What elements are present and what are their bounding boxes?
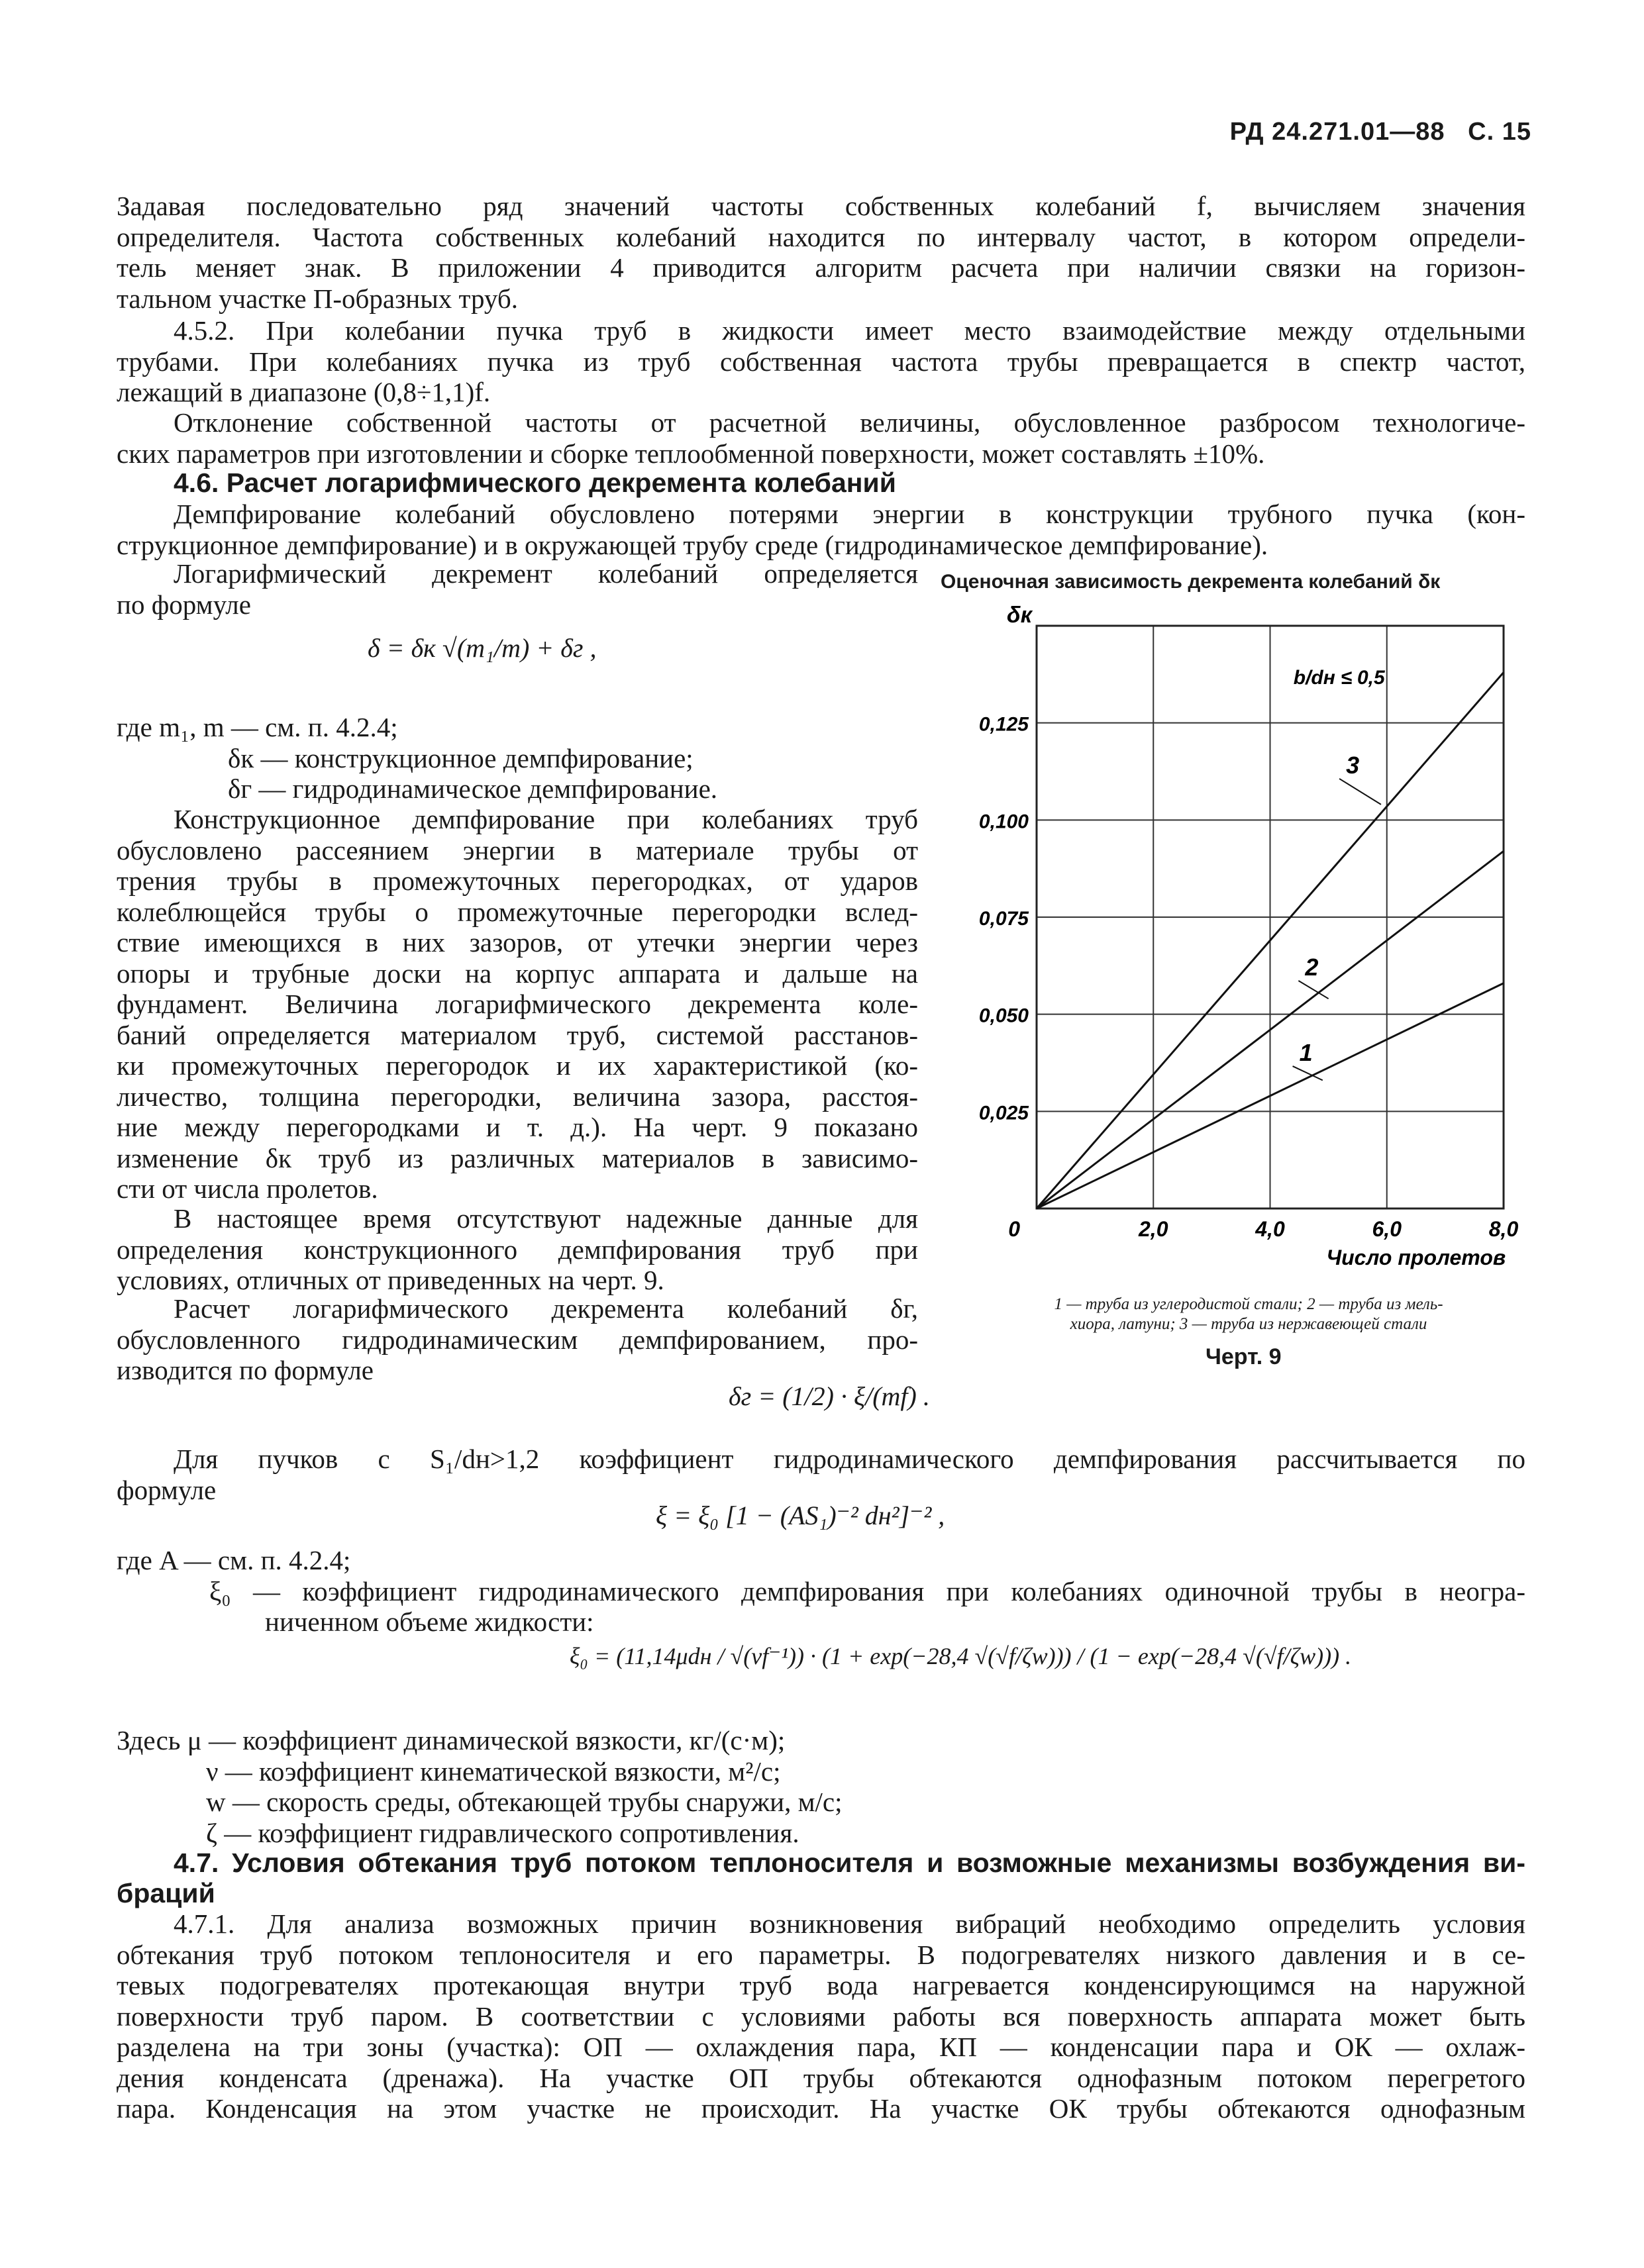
text-line: где A — см. п. 4.2.4; <box>117 1545 351 1575</box>
y-tick-label: 0,025 <box>978 1102 1029 1124</box>
series-label-3: 3 <box>1346 751 1360 779</box>
text-line: определителя. Частота собственных колебаний находится по интервалу частот, в котором определи- <box>117 221 1525 252</box>
heading-line: браций <box>117 1878 215 1908</box>
formula-damping-coefficient: ξ = ξ₀ [1 − (AS₁)⁻² dн²]⁻² , <box>656 1501 945 1530</box>
text-line: тевых подогревателях протекающая внутри труб вода нагревается конденсирующимся на наружной <box>117 1970 1525 2000</box>
text-line: сти от числа пролетов. <box>117 1173 378 1204</box>
text-line: разделена на три зоны (участка): ОП — охлаждения пара, КП — конденсации пара и ОК — охлаж- <box>117 2032 1525 2062</box>
text-line: Здесь μ — коэффициент динамической вязкости, кг/(с·м); <box>117 1725 786 1755</box>
text-line: Задавая последовательно ряд значений частоты собственных колебаний f, вычисляем значения <box>117 191 1525 221</box>
paragraph-10 <box>117 1908 1525 2124</box>
text-line: обтекания труб потоком теплоносителя и его параметры. В подогревателях низкого давления и в се- <box>117 1939 1525 1970</box>
paragraph-4 <box>117 499 1525 560</box>
y-tick-label: 0,075 <box>978 908 1029 930</box>
x-axis-label: Число пролетов <box>1326 1246 1506 1269</box>
document-code: РД 24.271.01—88 <box>1229 118 1445 146</box>
text-line: Логарифмический декремент колебаний определяется <box>174 558 918 589</box>
x-tick-label: 2,0 <box>1139 1217 1168 1241</box>
text-line: личество, толщина перегородки, величина зазора, расстоя- <box>117 1081 918 1112</box>
chart-caption <box>957 1295 1540 1334</box>
text-line: лежащий в диапазоне (0,8÷1,1)f. <box>117 377 491 407</box>
text-line: условиях, отличных от приведенных на черт. 9. <box>117 1265 664 1295</box>
x-tick-label: 0 <box>1008 1217 1020 1241</box>
text-line: ки промежуточных перегородок и их характеристикой (ко- <box>117 1050 918 1081</box>
section-heading-4-7 <box>117 1848 1525 1908</box>
text-line: колеблющейся трубы о промежуточные перегородки вслед- <box>117 896 918 927</box>
text-line: формуле <box>117 1474 217 1505</box>
page-number: С. 15 <box>1468 118 1531 146</box>
text-line: тель меняет знак. В приложении 4 приводится алгоритм расчета при наличии связки на горизон- <box>117 252 1525 283</box>
paragraph-6 <box>117 804 918 1205</box>
x-tick-label: 4,0 <box>1255 1217 1285 1241</box>
paragraph-1 <box>117 191 1525 314</box>
text-line: Отклонение собственной частоты от расчетной величины, обусловленное разбросом технологиче- <box>174 407 1525 438</box>
y-tick-label: 0,125 <box>978 713 1029 736</box>
text-line: тальном участке П-образных труб. <box>117 283 518 314</box>
chart-annotation: b/dн ≤ 0,5 <box>1293 667 1385 689</box>
text-line: Конструкционное демпфирование при колебаниях труб <box>174 804 918 834</box>
chart-title: Оценочная зависимость декремента колебаний δк <box>941 571 1441 593</box>
caption-line: хиора, латуни; 3 — труба из нержавеющей стали <box>1070 1315 1427 1333</box>
text-line: Для пучков с S₁/dн>1,2 коэффициент гидродинамического демпфирования рассчитывается по <box>174 1444 1525 1474</box>
text-line: поверхности труб паром. В соответствии с условиями работы вся поверхность аппарата может быть <box>117 2000 1525 2032</box>
formula-log-decrement: δ = δк √(m₁/m) + δг , <box>368 633 597 663</box>
formula-hydrodynamic-decrement: δг = (1/2) · ξ/(mf) . <box>729 1381 930 1411</box>
paragraph-9 <box>117 1444 1525 1505</box>
series-label-2: 2 <box>1305 954 1319 981</box>
paragraph-3 <box>117 407 1525 469</box>
text-line: пара. Конденсация на этом участке не происходит. На участке ОК трубы обтекаются однофазным <box>117 2093 1525 2124</box>
paragraph-7 <box>117 1203 918 1296</box>
text-line: ствие имеющихся в них зазоров, от утечки энергии через <box>117 927 918 958</box>
section-heading-4-6: 4.6. Расчет логарифмического декремента колебаний <box>174 468 896 498</box>
series-leader-3 <box>1339 779 1381 805</box>
text-line: обусловлено рассеянием энергии в материале трубы от <box>117 834 918 865</box>
text-line: ние между перегородками и т. д.). На черт. 9 показано <box>117 1112 918 1142</box>
text-line: w — скорость среды, обтекающей трубы снаружи, м/с; <box>206 1787 843 1817</box>
text-line: изводится по формуле <box>117 1355 374 1385</box>
y-axis-label: δк <box>1007 603 1032 628</box>
chart-labels <box>979 603 1519 1269</box>
formula-single-tube-damping: ξ₀ = (11,14μdн / √(νf⁻¹)) · (1 + exp(−28,4 √(√f/ζw))) / (1 − exp(−28,4 √(√f/ζw))) . <box>570 1643 1352 1669</box>
text-line: Расчет логарифмического декремента колебаний δг, <box>174 1293 918 1324</box>
text-line: фундамент. Величина логарифмического декремента коле- <box>117 989 918 1019</box>
paragraph-8 <box>117 1293 918 1386</box>
text-line: изменение δк труб из различных материалов в зависимо- <box>117 1142 918 1173</box>
where-list-2 <box>117 1545 1525 1638</box>
text-line: ских параметров при изготовлении и сборке теплообменной поверхности, может составлять ±10%. <box>117 438 1265 469</box>
text-line: Демпфирование колебаний обусловлено потерями энергии в конструкции трубного пучка (кон- <box>174 499 1525 529</box>
text-line: ζ — коэффициент гидравлического сопротивления. <box>206 1817 799 1848</box>
text-line: δк — конструкционное демпфирование; <box>228 742 694 773</box>
text-line: трубами. При колебаниях пучка из труб собственная частота трубы превращается в спектр частот, <box>117 346 1525 377</box>
text-line: трения трубы в промежуточных перегородках, от ударов <box>117 865 918 896</box>
chart-grid <box>1037 626 1504 1208</box>
text-line: В настоящее время отсутствуют надежные данные для <box>174 1203 918 1234</box>
text-line: опоры и трубные доски на корпус аппарата и дальше на <box>117 958 918 989</box>
where-list-1 <box>117 712 918 805</box>
series-label-1: 1 <box>1299 1039 1313 1067</box>
text-line: 4.5.2. При колебании пучка труб в жидкости имеет место взаимодействие между отдельными <box>174 315 1525 346</box>
text-line: обусловленного гидродинамическим демпфированием, про- <box>117 1324 918 1355</box>
text-line: ξ₀ — коэффициент гидродинамического демпфирования при колебаниях одиночной трубы в неогра- <box>209 1575 1525 1606</box>
x-tick-label: 6,0 <box>1372 1217 1402 1241</box>
paragraph-5 <box>117 558 918 620</box>
text-line: дения конденсата (дренажа). На участке ОП трубы обтекаются однофазным потоком перегретого <box>117 2062 1525 2093</box>
text-line: по формуле <box>117 589 251 620</box>
text-line: ν — коэффициент кинематической вязкости, м²/с; <box>206 1755 781 1787</box>
y-tick-label: 0,100 <box>978 811 1029 833</box>
text-line: ниченном объеме жидкости: <box>265 1606 594 1637</box>
heading-line: 4.7. Условия обтекания труб потоком теплоносителя и возможные механизмы возбуждения ви- <box>174 1848 1525 1878</box>
text-line: 4.7.1. Для анализа возможных причин возникновения вибраций необходимо определить условия <box>174 1908 1525 1939</box>
text-line: струкционное демпфирование) и в окружающей трубу среде (гидродинамическое демпфирование). <box>117 529 1268 560</box>
where-list-3 <box>117 1725 1525 1848</box>
text-line: δг — гидродинамическое демпфирование. <box>228 773 718 804</box>
caption-line: 1 — труба из углеродистой стали; 2 — труба из мель- <box>1054 1295 1443 1313</box>
x-tick-label: 8,0 <box>1488 1217 1519 1241</box>
y-tick-label: 0,050 <box>978 1005 1029 1027</box>
text-line: баний определяется материалом труб, системой расстанов- <box>117 1019 918 1050</box>
figure-label: Черт. 9 <box>1206 1344 1282 1369</box>
text-line: определения конструкционного демпфирования труб при <box>117 1234 918 1265</box>
paragraph-2 <box>117 315 1525 408</box>
page-header <box>1230 118 1531 146</box>
decrement-chart <box>941 596 1550 1291</box>
text-line: где m₁, m — см. п. 4.2.4; <box>117 712 398 742</box>
